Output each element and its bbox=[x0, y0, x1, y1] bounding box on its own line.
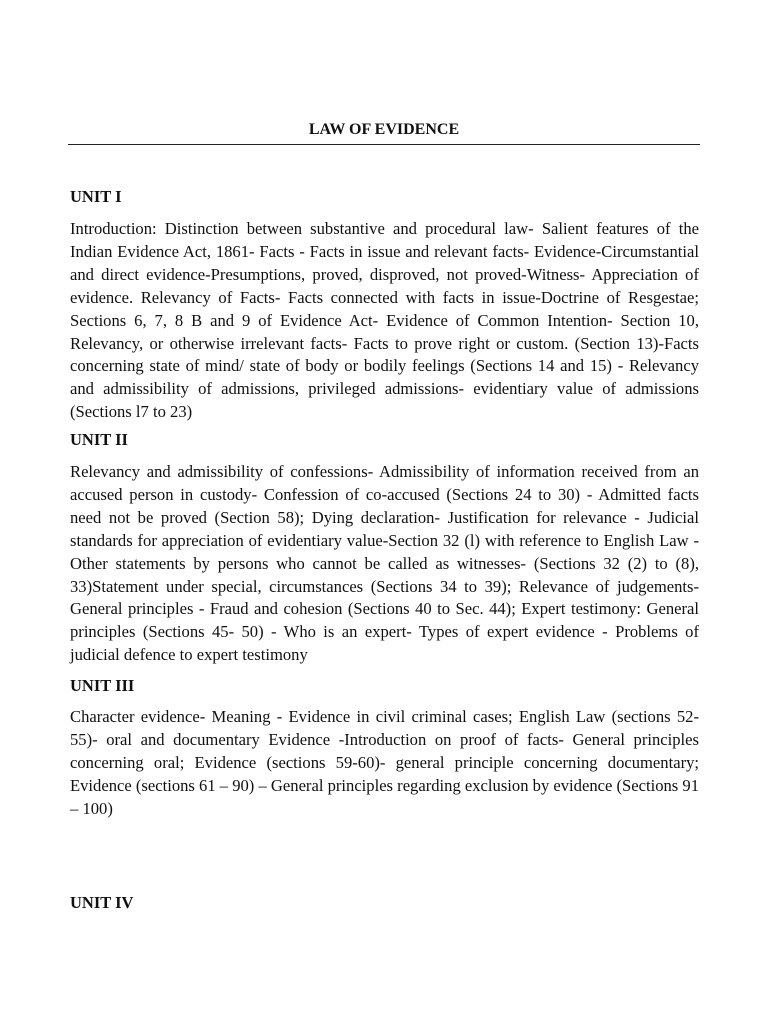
unit-3-heading: UNIT III bbox=[70, 676, 135, 695]
title-divider bbox=[68, 144, 700, 145]
unit-1-text: Introduction: Distinction between substantive and procedural law- Salient features of the Indian Evidence Act, 1861- Facts - Facts in issue and relevant facts- Evidence-Circumstantial and direct evidence-Presumptions, proved, disproved, not proved-Witness- Appreciation of evidence. Relevancy of Facts- Facts connected with facts in issue-Doctrine of Resgestae; Sections 6, 7, 8 B and 9 of Evidence Act- Evidence of Common Intention- Section 10, Relevancy, or otherwise irrelevant facts- Facts to prove right or custom. (Section 13)-Facts concerning state of mind/ state of body or bodily feelings (Sections 14 and 15) - Relevancy and admissibility of admissions, privileged admissions- evidentiary value of admissions (Sections l7 to 23) bbox=[70, 219, 699, 422]
unit-3-text: Character evidence- Meaning - Evidence in civil criminal cases; English Law (sections 52-55)- oral and documentary Evidence -Introduction on proof of facts- General principles concerning oral; Evidence (sections 59-60)- general principle concerning documentary; Evidence (sections 61 – 90) – General principles regarding exclusion by evidence (Sections 91 – 100) bbox=[70, 707, 699, 818]
unit-2-heading: UNIT II bbox=[70, 430, 128, 449]
unit-1-heading: UNIT I bbox=[70, 187, 122, 206]
document-title: LAW OF EVIDENCE bbox=[308, 121, 460, 138]
unit-4-heading: UNIT IV bbox=[70, 893, 134, 912]
unit-2-text: Relevancy and admissibility of confessions- Admissibility of information received from an accused person in custody- Confession of co-accused (Sections 24 to 30) - Admitted facts need not be proved (Section 58); Dying declaration- Justification for relevance - Judicial standards for appreciation of evidentiary value-Section 32 (l) with reference to English Law -Other statements by persons who cannot be called as witnesses- (Sections 32 (2) to (8), 33)Statement under special, circumstances (Sections 34 to 39); Relevance of judgements- General principles - Fraud and cohesion (Sections 40 to Sec. 44); Expert testimony: General principles (Sections 45- 50) - Who is an expert- Types of expert evidence - Problems of judicial defence to expert testimony bbox=[70, 462, 699, 665]
